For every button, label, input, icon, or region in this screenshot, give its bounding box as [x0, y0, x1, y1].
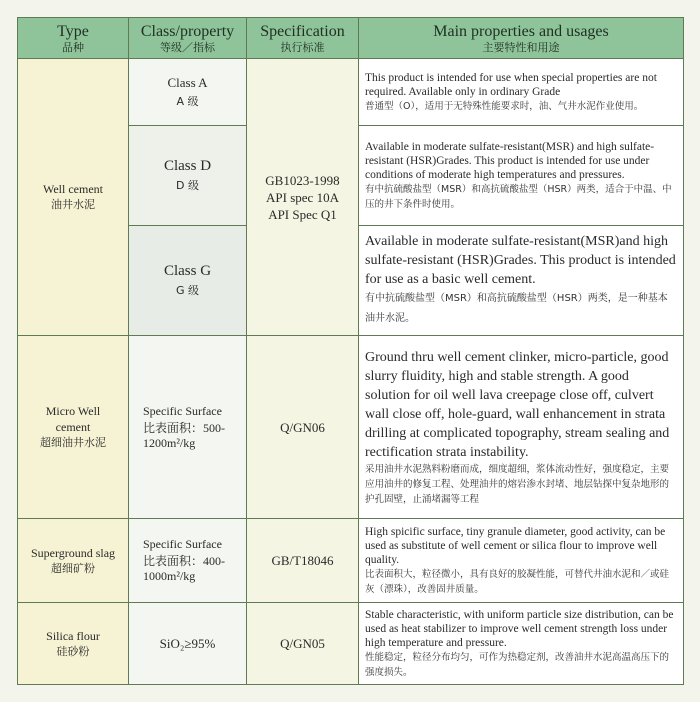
table-row	[18, 603, 684, 685]
spec-well-cement: GB1023-1998 API spec 10A API Spec Q1	[247, 59, 359, 336]
type-micro-well-cement: Micro Well cement 超细油井水泥	[18, 336, 129, 519]
spec-slag: GB/T18046	[247, 519, 359, 603]
desc-class-g: Available in moderate sulfate-resistant(MSR)and high sulfate-resistant (HSR)Grades. This product is intended for use as a basic well cement. 有中抗硫酸盐型（MSR）和高抗硫酸盐型（HSR）两类，是一种基本油井水泥。	[359, 226, 684, 336]
desc-slag: High spicific surface, tiny granule diameter, good activity, can be used as substitute of well cement or silica flour to improve well quality. 比表面积大，粒径微小，具有良好的胶凝性能，可替代井油水泥和／或硅灰（漂珠），改善固井质量。	[359, 519, 684, 603]
class-silica: SiO₂≥95%	[129, 603, 247, 685]
header-row	[18, 18, 684, 59]
class-slag: Specific Surface 比表面积：400- 1000m²/kg	[129, 519, 247, 603]
desc-class-a: This product is intended for use when special properties are not required. Available only in ordinary Grade 普通型（O），适用于无特殊性能要求时，油、气井水泥作业使用。	[359, 59, 684, 126]
class-a: Class A A 级	[129, 59, 247, 126]
type-silica-flour: Silica flour 硅砂粉	[18, 603, 129, 685]
table-row	[18, 59, 684, 126]
class-d: Class D D 级	[129, 126, 247, 226]
header-spec: Specification 执行标准	[247, 18, 359, 59]
header-type: Type 品种	[18, 18, 129, 59]
table-row	[18, 519, 684, 603]
spec-silica: Q/GN05	[247, 603, 359, 685]
type-well-cement: Well cement 油井水泥	[18, 59, 129, 336]
desc-silica: Stable characteristic, with uniform particle size distribution, can be used as heat stabilizer to improve well cement strength loss under high temperature and pressure. 性能稳定，粒径分布均匀，可作为热稳定剂，改善油井水泥高温高压下的强度损失。	[359, 603, 684, 685]
header-main: Main properties and usages 主要特性和用途	[359, 18, 684, 59]
type-superground-slag: Superground slag 超细矿粉	[18, 519, 129, 603]
product-table	[17, 17, 684, 685]
class-g: Class G G 级	[129, 226, 247, 336]
desc-class-d: Available in moderate sulfate-resistant(MSR) and high sulfate-resistant (HSR)Grades. This product is intended for use under conditions of moderate high temperatures and pressures. 有中抗硫酸盐型（MSR）和高抗硫酸盐型（HSR）两类，适合于中温、中压的井下条件时使用。	[359, 126, 684, 226]
table-row	[18, 336, 684, 519]
class-micro: Specific Surface 比表面积：500- 1200m²/kg	[129, 336, 247, 519]
header-class: Class/property 等级／指标	[129, 18, 247, 59]
spec-micro: Q/GN06	[247, 336, 359, 519]
desc-micro: Ground thru well cement clinker, micro-particle, good slurry fluidity, high and stable strength. A good solution for oil well lava creepage close off, culvert wall close off, hole-guard, wall enhancement in strata drilling at complicated topography, stream sealing and rectification strata instability. 采用油井水泥熟料粉磨而成，细度超细，浆体流动性好，强度稳定，主要应用油井的修复工程、处理油井的熔岩渗水封堵、地层钻探中复杂地形的护孔固壁，止涌堵漏等工程	[359, 336, 684, 519]
